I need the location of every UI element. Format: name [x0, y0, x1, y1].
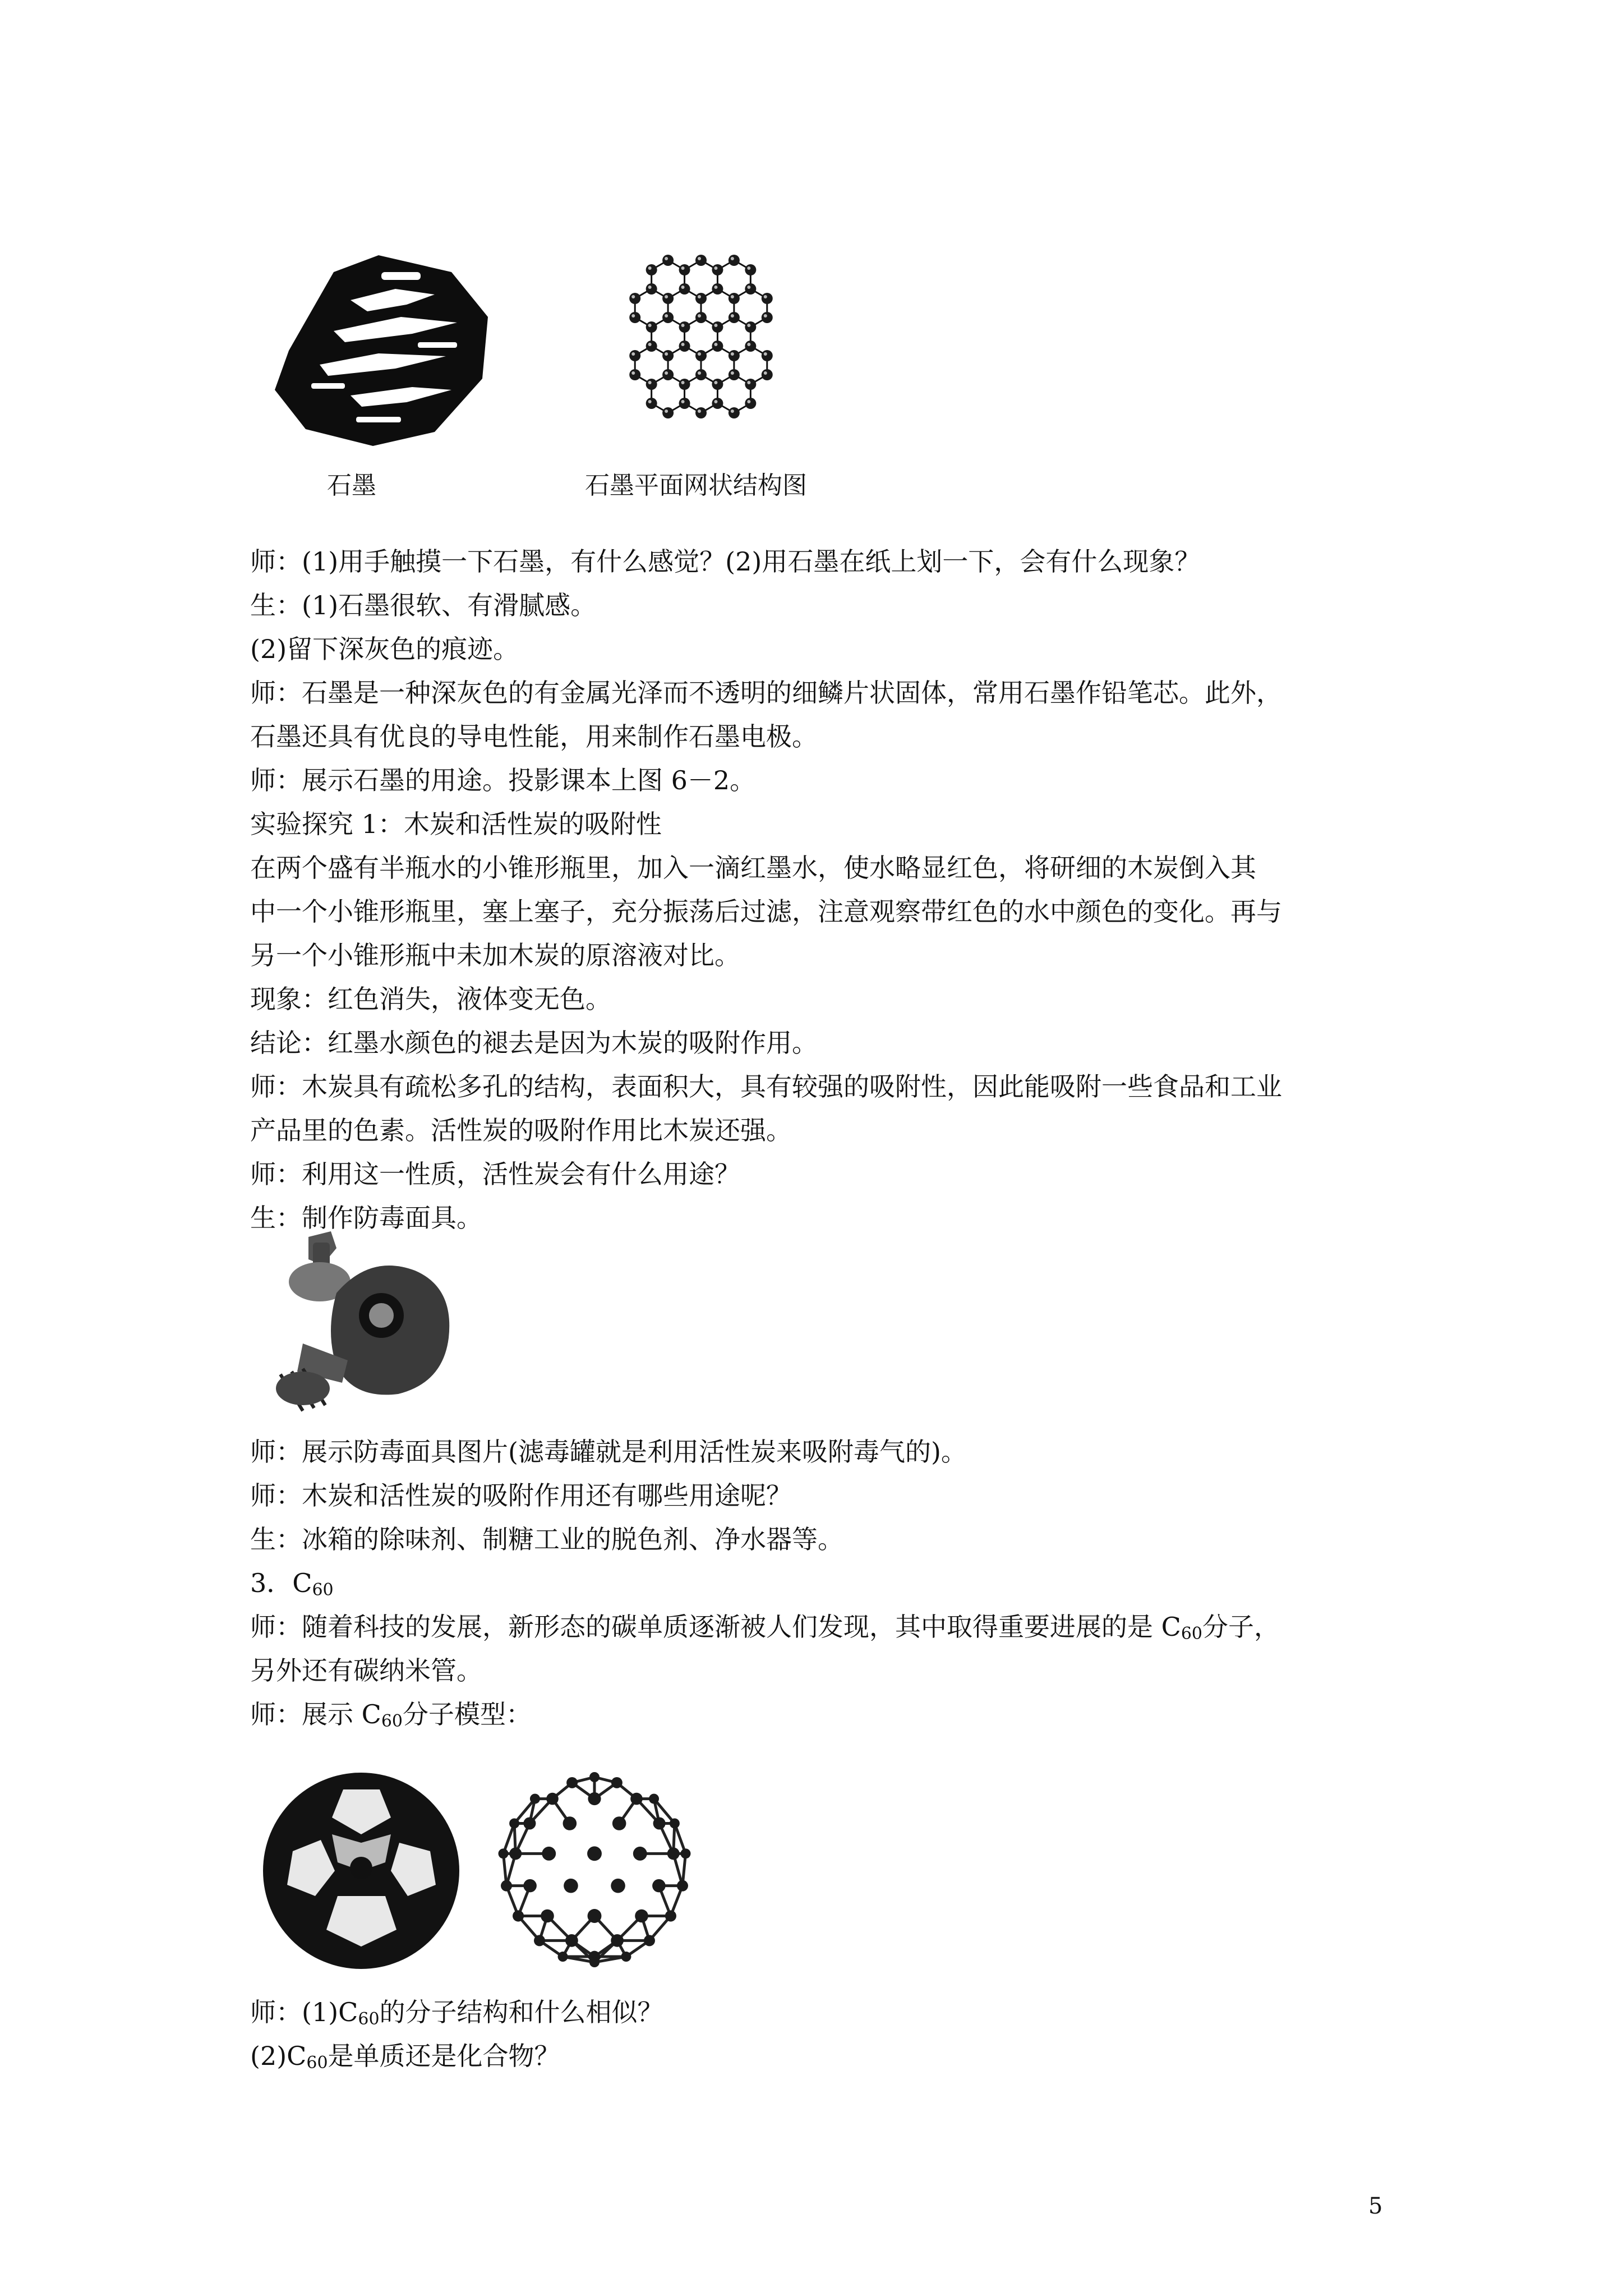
- atom-highlight: [631, 295, 635, 298]
- c60-atom: [563, 1816, 577, 1830]
- lattice-atom: [728, 407, 740, 418]
- lattice-atom: [728, 369, 740, 380]
- c60-atom: [665, 1910, 676, 1921]
- c60-atom: [611, 1777, 623, 1788]
- atom-highlight: [714, 343, 717, 346]
- lattice-atom: [762, 293, 773, 304]
- text-line: 师：木炭和活性炭的吸附作用还有哪些用途呢？: [250, 1480, 792, 1511]
- c60-atom: [558, 1952, 568, 1962]
- lattice-atom: [629, 369, 640, 380]
- atom-highlight: [698, 257, 701, 260]
- atom-highlight: [764, 371, 767, 375]
- atom-highlight: [631, 314, 635, 318]
- text-line: 师：展示 $C_{60}$分子模型：: [250, 1699, 532, 1731]
- lattice-atom: [662, 255, 674, 266]
- text-line: (2)留下深灰色的痕迹。: [250, 634, 519, 664]
- lattice-atom: [646, 398, 657, 409]
- text-line: 实验探究 1：木炭和活性炭的吸附性: [250, 809, 662, 839]
- c60-atom: [670, 1819, 680, 1829]
- text-line: 生：冰箱的除味剂、制糖工业的脱色剂、净水器等。: [250, 1524, 843, 1554]
- page-number: 5: [1368, 2193, 1383, 2219]
- atom-highlight: [648, 266, 652, 270]
- atom-highlight: [681, 324, 685, 327]
- atom-highlight: [648, 324, 652, 327]
- c60-atom: [587, 1846, 602, 1861]
- atom-highlight: [698, 352, 701, 356]
- atom-highlight: [648, 343, 652, 346]
- lattice-atom: [728, 312, 740, 323]
- lattice-atom: [679, 264, 690, 275]
- atom-highlight: [698, 314, 701, 318]
- atom-highlight: [747, 266, 750, 270]
- atom-highlight: [665, 371, 668, 375]
- text-line: 现象：红色消失，液体变无色。: [250, 984, 611, 1014]
- text-line: 结论：红墨水颜色的褪去是因为木炭的吸附作用。: [250, 1028, 818, 1058]
- atom-highlight: [648, 381, 652, 384]
- c60-atom: [546, 1793, 559, 1805]
- atom-highlight: [631, 352, 635, 356]
- atom-highlight: [648, 286, 652, 289]
- lattice-atom: [745, 321, 756, 333]
- c60-atom: [612, 1816, 626, 1830]
- lattice-atom: [695, 293, 707, 304]
- lattice-atom: [679, 341, 690, 352]
- atom-highlight: [714, 400, 717, 403]
- text-line: 师：展示防毒面具图片(滤毒罐就是利用活性炭来吸附毒气的)。: [250, 1437, 967, 1467]
- atom-highlight: [681, 343, 685, 346]
- lattice-atom: [728, 350, 740, 361]
- text-line: 生：(1)石墨很软、有滑腻感。: [250, 590, 597, 620]
- text-line: 另一个小锥形瓶中未加木炭的原溶液对比。: [250, 940, 740, 970]
- atom-highlight: [681, 400, 685, 403]
- text-line: 师：展示石墨的用途。投影课本上图 6－2。: [250, 765, 756, 795]
- atom-highlight: [731, 409, 734, 413]
- c60-atom: [509, 1847, 522, 1860]
- lattice-atom: [662, 350, 674, 361]
- lattice-atom: [712, 283, 723, 295]
- atom-highlight: [714, 266, 717, 270]
- c60-atom: [644, 1935, 655, 1946]
- text-line: 师：随着科技的发展，新形态的碳单质逐渐被人们发现，其中取得重要进展的是 $C_{60}$分子，: [250, 1612, 1280, 1644]
- atom-highlight: [731, 314, 734, 318]
- atom-highlight: [698, 409, 701, 413]
- atom-highlight: [747, 400, 750, 403]
- c60-atom: [588, 1792, 601, 1805]
- graphite-photo: [266, 238, 499, 452]
- lattice-atom: [646, 341, 657, 352]
- lattice-atom: [762, 312, 773, 323]
- lattice-atom: [728, 255, 740, 266]
- lattice-atom: [646, 321, 657, 333]
- lattice-atom: [646, 264, 657, 275]
- c60-atom: [534, 1935, 545, 1946]
- atom-highlight: [747, 324, 750, 327]
- text-line: 中一个小锥形瓶里，塞上塞子，充分振荡后过滤，注意观察带红色的水中颜色的变化。再与: [250, 896, 1282, 927]
- c60-atom: [566, 1777, 578, 1788]
- atom-highlight: [731, 371, 734, 375]
- c60-atom: [635, 1910, 648, 1923]
- lattice-atom: [646, 283, 657, 295]
- lattice-atom: [695, 255, 707, 266]
- atom-highlight: [665, 409, 668, 413]
- c60-atom: [513, 1910, 524, 1921]
- lattice-atom: [629, 350, 640, 361]
- atom-highlight: [714, 381, 717, 384]
- c60-atom: [677, 1880, 688, 1892]
- c60-atom: [621, 1952, 631, 1962]
- text-line: 在两个盛有半瓶水的小锥形瓶里，加入一滴红墨水，使水略显红色，将研细的木炭倒入其: [250, 853, 1256, 883]
- c60-atom: [523, 1879, 537, 1893]
- lattice-atom: [662, 312, 674, 323]
- text-line: 另外还有碳纳米管。: [250, 1655, 482, 1686]
- text-line: $(2)C_{60}$是单质还是化合物？: [250, 2041, 560, 2073]
- lattice-atom: [662, 407, 674, 418]
- atom-highlight: [731, 295, 734, 298]
- atom-highlight: [714, 324, 717, 327]
- lattice-atom: [745, 341, 756, 352]
- lattice-atom: [762, 350, 773, 361]
- atom-highlight: [764, 352, 767, 356]
- text-line: 产品里的色素。活性炭的吸附作用比木炭还强。: [250, 1115, 792, 1145]
- atom-highlight: [698, 295, 701, 298]
- atom-highlight: [698, 371, 701, 375]
- atom-highlight: [681, 266, 685, 270]
- text-line: 师：(1)用手触摸一下石墨，有什么感觉？(2)用石墨在纸上划一下，会有什么现象？: [250, 546, 1201, 577]
- c60-atom: [633, 1847, 647, 1861]
- lattice-atom: [695, 312, 707, 323]
- text-line: 师：利用这一性质，活性炭会有什么用途？: [250, 1159, 740, 1189]
- atom-highlight: [665, 314, 668, 318]
- c60-atom: [589, 1772, 600, 1782]
- c60-atom: [530, 1794, 540, 1804]
- atom-highlight: [764, 314, 767, 318]
- lesson-text-block-1: [250, 540, 1383, 1240]
- lattice-atom: [745, 283, 756, 295]
- lattice-atom: [679, 283, 690, 295]
- text-line: 师：木炭具有疏松多孔的结构，表面积大，具有较强的吸附性，因此能吸附一些食品和工业: [250, 1071, 1282, 1102]
- c60-atom: [588, 1909, 602, 1923]
- c60-atom: [523, 1817, 536, 1829]
- text-line: 石墨还具有优良的导电性能，用来制作石墨电极。: [250, 721, 818, 752]
- gas-mask-photo: [269, 1231, 454, 1416]
- c60-atom: [611, 1879, 625, 1893]
- c60-atom: [501, 1880, 512, 1892]
- lattice-atom: [629, 293, 640, 304]
- lattice-atom: [662, 293, 674, 304]
- atom-highlight: [631, 371, 635, 375]
- c60-atom: [652, 1879, 666, 1893]
- c60-atom: [589, 1957, 600, 1967]
- text-line: 师：$(1)C_{60}$的分子结构和什么相似？: [250, 1997, 663, 2029]
- lattice-atom: [712, 379, 723, 390]
- atom-highlight: [665, 257, 668, 260]
- lattice-atom: [745, 264, 756, 275]
- lattice-atom: [679, 398, 690, 409]
- lattice-atom: [728, 293, 740, 304]
- graphite-structure-diagram: [589, 224, 813, 449]
- lattice-atom: [679, 321, 690, 333]
- c60-molecule-model: [491, 1764, 698, 1975]
- atom-highlight: [731, 257, 734, 260]
- atom-highlight: [681, 381, 685, 384]
- atom-highlight: [747, 381, 750, 384]
- lattice-atom: [712, 321, 723, 333]
- c60-atom: [611, 1934, 624, 1947]
- lesson-text-block-3: [250, 1990, 1383, 2078]
- atom-highlight: [747, 286, 750, 289]
- lattice-atom: [629, 312, 640, 323]
- graphite-structure-caption: 石墨平面网状结构图: [585, 471, 807, 500]
- atom-highlight: [714, 286, 717, 289]
- lattice-atom: [762, 369, 773, 380]
- lattice-atom: [695, 350, 707, 361]
- lattice-atom: [695, 407, 707, 418]
- c60-atom: [509, 1819, 519, 1829]
- lattice-atom: [745, 398, 756, 409]
- c60-atom: [667, 1847, 680, 1860]
- c60-atom: [630, 1793, 643, 1805]
- atom-highlight: [731, 352, 734, 356]
- c60-atom: [653, 1817, 666, 1829]
- football-photo: [259, 1767, 464, 1975]
- lattice-atom: [712, 264, 723, 275]
- c60-atom: [649, 1794, 659, 1804]
- c60-atom: [542, 1847, 556, 1861]
- text-line: 师：石墨是一种深灰色的有金属光泽而不透明的细鳞片状固体，常用石墨作铅笔芯。此外，: [250, 678, 1282, 708]
- c60-atom: [499, 1848, 509, 1858]
- graphite-photo-caption: 石墨: [327, 471, 376, 500]
- lattice-atom: [679, 379, 690, 390]
- lattice-atom: [695, 369, 707, 380]
- atom-highlight: [681, 286, 685, 289]
- lattice-atom: [646, 379, 657, 390]
- atom-highlight: [665, 295, 668, 298]
- lattice-atom: [712, 398, 723, 409]
- atom-highlight: [665, 352, 668, 356]
- lesson-text-block-2: [250, 1430, 1383, 1736]
- c60-atom: [541, 1910, 554, 1923]
- atom-highlight: [747, 343, 750, 346]
- c60-section-heading: 3．$C_{60}$: [250, 1568, 334, 1600]
- c60-atom: [565, 1934, 578, 1947]
- text-line: 生：制作防毒面具。: [250, 1203, 482, 1233]
- c60-atom: [680, 1848, 690, 1858]
- atom-highlight: [764, 295, 767, 298]
- lattice-atom: [662, 369, 674, 380]
- lattice-atom: [712, 341, 723, 352]
- lattice-atom: [745, 379, 756, 390]
- atom-highlight: [648, 400, 652, 403]
- c60-atom: [564, 1879, 578, 1893]
